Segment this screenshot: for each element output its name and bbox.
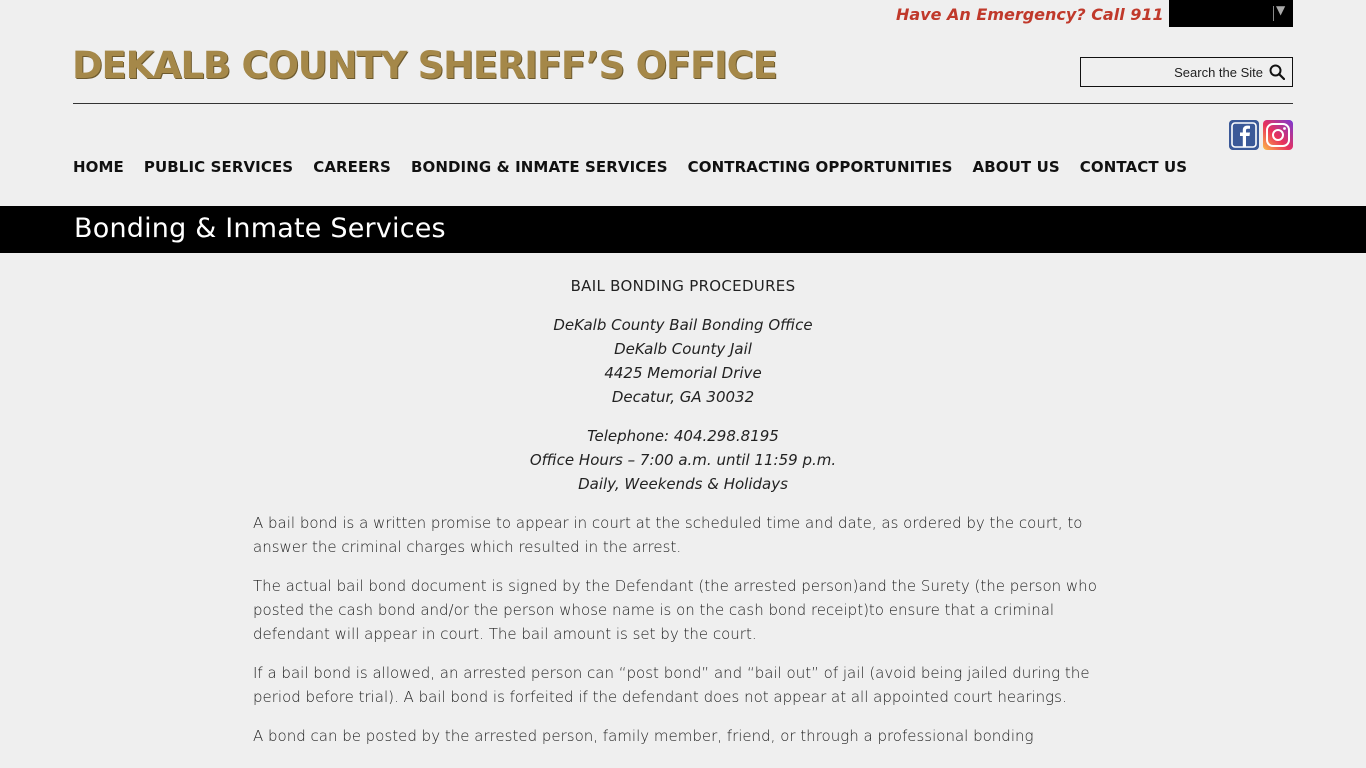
instagram-icon[interactable] (1263, 120, 1293, 150)
main-nav (73, 158, 1207, 176)
address-block (253, 313, 1113, 409)
nav-contracting-opportunities[interactable]: CONTRACTING OPPORTUNITIES (687, 158, 953, 176)
search-icon[interactable] (1269, 64, 1285, 80)
nav-bonding-inmate-services[interactable]: BONDING & INMATE SERVICES (410, 158, 668, 176)
page-title: Bonding & Inmate Services (74, 213, 446, 244)
chevron-down-icon: ▼ (1276, 3, 1286, 17)
paragraph: If a bail bond is allowed, an arrested person can “post bond” and “bail out” of jail (avoid being jailed during the period before trial). A bail bond is forfeited if the defendant does not appear at all appointed court hearings. (253, 664, 1090, 706)
paragraph: A bail bond is a written promise to appear in court at the scheduled time and date, as ordered by the court, to answer the criminal charges which resulted in the arrest. (253, 514, 1083, 556)
address-line: DeKalb County Jail (614, 340, 752, 358)
social-links (1229, 120, 1293, 150)
header-divider (73, 103, 1293, 104)
paragraph: A bond can be posted by the arrested person, family member, friend, or through a professional bonding (253, 727, 1034, 745)
select-divider (1273, 6, 1274, 21)
section-heading: BAIL BONDING PROCEDURES (570, 277, 796, 295)
contact-block (253, 424, 1113, 496)
facebook-icon[interactable] (1229, 120, 1259, 150)
search-input[interactable] (1081, 58, 1267, 86)
nav-about-us[interactable]: ABOUT US (972, 158, 1060, 176)
nav-public-services[interactable]: PUBLIC SERVICES (143, 158, 294, 176)
office-days: Daily, Weekends & Holidays (578, 475, 788, 493)
paragraph: The actual bail bond document is signed by the Defendant (the arrested person)and the Surety (the person who posted the cash bond and/or the person whose name is on the cash bond receipt)to ensure that a criminal defendant will appear in court. The bail amount is set by the court. (253, 577, 1097, 643)
office-hours: Office Hours – 7:00 a.m. until 11:59 p.m. (529, 451, 837, 469)
nav-careers[interactable]: CAREERS (313, 158, 391, 176)
nav-home[interactable]: HOME (73, 158, 124, 176)
language-select[interactable] (1169, 0, 1293, 27)
address-line: 4425 Memorial Drive (604, 364, 762, 382)
emergency-notice: Have An Emergency? Call 911 (896, 5, 1164, 24)
page-banner (0, 206, 1366, 253)
main-content (253, 274, 1113, 763)
address-line: DeKalb County Bail Bonding Office (553, 316, 813, 334)
search-box[interactable] (1080, 57, 1293, 87)
nav-contact-us[interactable]: CONTACT US (1079, 158, 1188, 176)
site-title[interactable]: DEKALB COUNTY SHERIFF’S OFFICE (72, 44, 777, 87)
address-line: Decatur, GA 30032 (611, 388, 755, 406)
telephone: Telephone: 404.298.8195 (587, 427, 779, 445)
